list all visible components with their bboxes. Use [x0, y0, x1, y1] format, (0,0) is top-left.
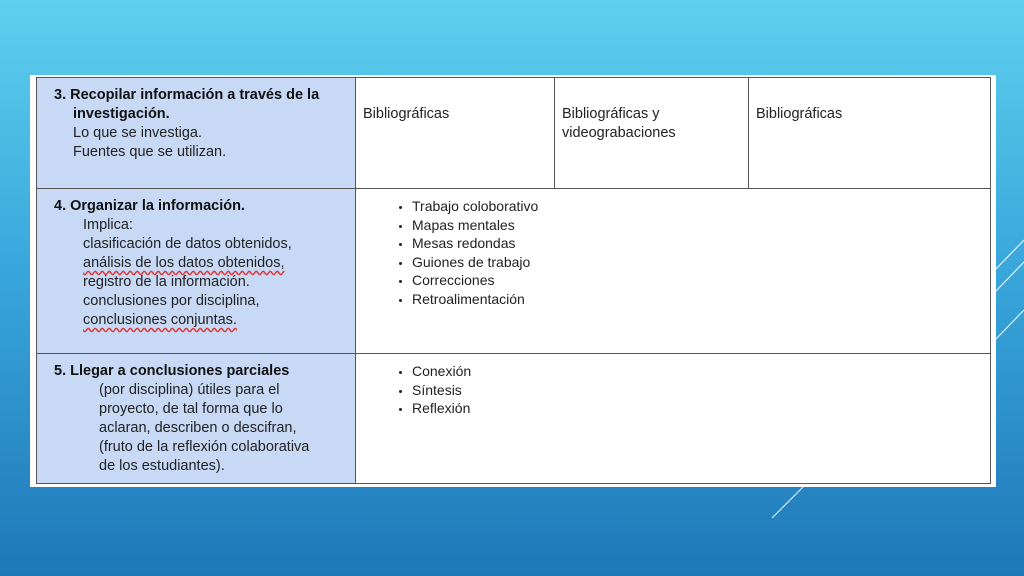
list-item: • Correcciones [412, 271, 990, 290]
list-item: • Guiones de trabajo [412, 253, 990, 272]
list-item: • Trabajo coloborativo [412, 197, 990, 216]
row-3-cell-3: Bibliográficas [749, 78, 991, 189]
row-4-bullet-list [356, 197, 990, 308]
row-5-line: aclaran, describen o descifran, [99, 420, 297, 436]
row-4-line: Implica: [83, 217, 133, 233]
row-3-cell-2: Bibliográficas y videograbaciones [555, 78, 749, 189]
row-3-description [37, 78, 356, 189]
table-row [37, 189, 991, 354]
row-3-title: 3. Recopilar información a través de la [54, 87, 320, 103]
row-4-title: 4. Organizar la información. [54, 198, 245, 214]
list-item: • Conexión [412, 362, 990, 381]
list-item: • Mapas mentales [412, 216, 990, 235]
row-3-line: Fuentes que se utilizan. [73, 144, 227, 160]
row-3-cell-1: Bibliográficas [356, 78, 555, 189]
row-4-line: conclusiones por disciplina, [83, 293, 260, 309]
row-4-line: clasificación de datos obtenidos, [83, 236, 292, 252]
row-4-line: registro de la información. [83, 274, 250, 290]
row-4-description [37, 189, 356, 354]
table-row [37, 354, 991, 484]
row-3-title-cont: investigación. [73, 106, 170, 122]
row-4-bullets-cell [356, 189, 991, 354]
row-3-line: Lo que se investiga. [73, 125, 202, 141]
row-5-line: de los estudiantes). [99, 458, 225, 474]
list-item: • Síntesis [412, 381, 990, 400]
row-5-bullet-list [356, 362, 990, 418]
row-4-line: análisis de los datos obtenidos, [83, 255, 285, 271]
row-5-description [37, 354, 356, 484]
row-5-line: proyecto, de tal forma que lo [99, 401, 283, 417]
row-5-bullets-cell [356, 354, 991, 484]
list-item: • Mesas redondas [412, 234, 990, 253]
row-4-line: conclusiones conjuntas. [83, 312, 237, 328]
table-row [37, 78, 991, 189]
list-item: • Retroalimentación [412, 290, 990, 309]
row-5-line: (fruto de la reflexión colaborativa [99, 439, 310, 455]
slide-table-panel [30, 75, 996, 487]
methodology-table [36, 77, 991, 484]
row-5-line: (por disciplina) útiles para el [99, 382, 280, 398]
list-item: • Reflexión [412, 399, 990, 418]
row-5-title: 5. Llegar a conclusiones parciales [54, 363, 290, 379]
